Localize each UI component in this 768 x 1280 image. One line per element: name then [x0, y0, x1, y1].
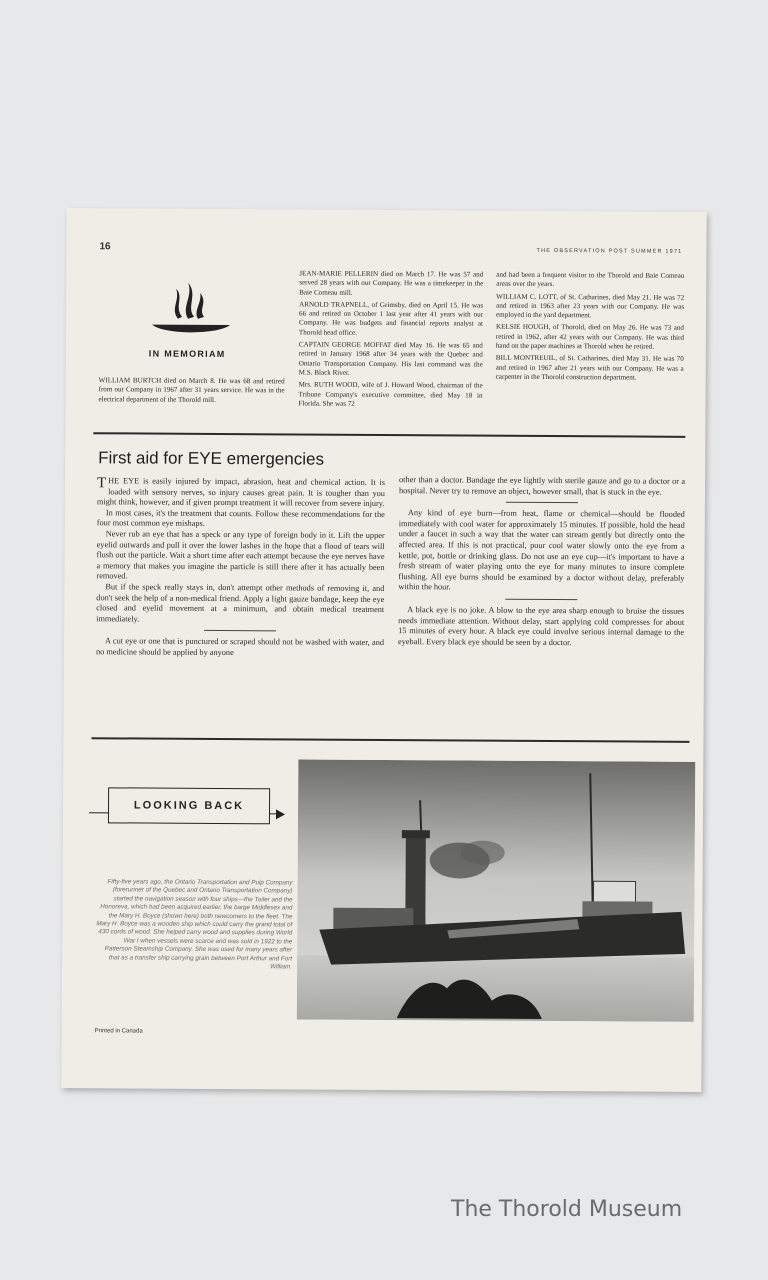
section-divider [91, 737, 689, 742]
article-paragraph: A black eye is no joke. A blow to the eye area sharp enough to bruise the tissues needs immediate attention. Without delay, start applying cold compresses for about 15 minutes of every hour. A black eye could involve serious internal damage to the eyeball. Every black eye should be seen by a doctor. [398, 605, 685, 647]
paragraph-separator [505, 599, 577, 600]
arrow-right-icon [276, 809, 285, 819]
article-paragraph: Any kind of eye burn—from heat, flame or chemical—should be flooded immediately with cool water for approximately 15 minutes. If possible, hold the head under a faucet in such a way that the water can stream gently but directly onto the affected area. If this is not practical, pour cool water slowly onto the eye from a kettle, pot, bottle or drinking glass. Do not use an eye cup—it's important to have a fresh stream of water playing onto the eye for many minutes to insure complete flushing. All eye burns should be examined by a doctor without delay, preferably within the hour. [398, 508, 685, 592]
obituary-entry: Mrs. RUTH WOOD, wife of J. Howard Wood, chairman of the Tribune Company's executive committee, died May 18 in Florida. She was 72 [298, 380, 483, 408]
printed-in-canada: Printed in Canada [94, 1028, 143, 1035]
in-memoriam-title: IN MEMORIAM [148, 348, 226, 360]
article-paragraph: A cut eye or one that is punctured or scraped should not be washed with water, and no medicine should be applied by anyone [95, 636, 385, 657]
article-paragraph: other than a doctor. Bandage the eye lightly with sterile gauze and go to a doctor or a hospital. Never try to remove an object, however small, that is stuck in the eye. [398, 475, 686, 497]
section-divider [93, 432, 685, 437]
drop-cap: T [96, 475, 107, 492]
memorial-lamp-icon [148, 281, 234, 340]
article-paragraph: But if the speck really stays in, don't attempt other methods of removing it, and don't seek the help of a non-medical friend. Apply a light gauze bandage, keep the eye closed and eyelid movement at a minimum, and obtain medical treatment immediately. [96, 582, 385, 624]
obituary-entry: and had been a frequent visitor to the Thorold and Baie Comeau areas over the years. [496, 270, 685, 289]
article-paragraph: Never rub an eye that has a speck or any type of foreign body in it. Lift the upper eyelid outwards and pull it over the lower lashes in the hope that a flood of tears will flush out the particle. Wait a short time after each attempt because the eye nerves have a memory that makes you imagine the particle is still there after it has actually been removed. [96, 529, 385, 581]
article-headline: First aid for EYE emergencies [98, 448, 325, 469]
paragraph-separator [204, 630, 276, 631]
article-paragraph: In most cases, it's the treatment that counts. Follow these recommendations for the four most common eye mishaps. [96, 508, 385, 529]
obituary-entry: JEAN-MARIE PELLERIN died on March 17. He was 57 and served 28 years with our Company. He was a timekeeper in the Baie Comeau mill. [299, 269, 484, 297]
article-paragraph: THE EYE is easily injured by impact, abrasion, heat and chemical action. It is loaded with sensory nerves, so injury causes great pain. It is tougher than you might think, however, and if given prompt treatment it will recover from severe injury. [96, 475, 386, 509]
ship-photograph [297, 759, 696, 1021]
looking-back-title: LOOKING BACK [133, 799, 245, 813]
page-number: 16 [99, 241, 111, 253]
obituary-entry: KELSIE HOUGH, of Thorold, died on May 26. He was 73 and retired in 1962, after 42 years with our Company. He was third hand on the paper machines at Thorold when he retired. [495, 323, 684, 351]
obituary-entry: WILLIAM C. LOTT, of St. Catharines, died May 21. He was 72 and retired in 1963 after 23 years with our Company. He was employed in the yard department. [496, 292, 685, 320]
obituary-entry: WILLIAM BURTCH died on March 8. He was 68 and retired from our Company in 1967 after 31 years service. He was in the electrical department of the Thorold mill. [98, 376, 285, 404]
obituary-column-2 [298, 269, 483, 412]
obituary-entry: ARNOLD TRAPNELL, of Grimsby, died on April 15. He was 66 and retired on October 1 last year after 41 years with our Company. He was budgets and financial reports analyst at Thorold head office. [298, 300, 484, 337]
photo-caption: Fifty-five years ago, the Ontario Transportation and Pulp Company (forerunner of the Quebec and Ontario Transportation Company) started the navigation season with four ships—the Toiler and the Honoreva, which had been acquired earlier, the barge Middlesex and the Mary H. Boyce (shown here) both newcomers to the fleet. The Mary H. Boyce was a wooden ship which could carry the grand total of 430 cords of wood. She helped carry wood and supplies during World War I when vessels were scarce and was sold in 1922 to the Patterson Steamship Company. She was used for many years after that as a transfer ship carrying grain between Port Arthur and Fort William. [96, 878, 293, 971]
magazine-page [61, 208, 706, 1092]
obituary-column-3 [496, 271, 685, 386]
article-column-1 [96, 476, 385, 659]
paragraph-separator [506, 502, 578, 503]
museum-watermark: The Thorold Museum [451, 1197, 683, 1222]
article-column-2 [398, 475, 685, 649]
obituary-entry: BILL MONTREUIL, of St. Catharines, died May 31. He was 70 and retired in 1967 after 21 years with our Company. He was a carpenter in the Thorold construction department. [495, 354, 684, 382]
running-head: THE OBSERVATION POST SUMMER 1971 [536, 247, 683, 255]
looking-back-box [108, 787, 270, 824]
obituary-entry: CAPTAIN GEORGE MOFFAT died May 16. He was 65 and retired in January 1968 after 34 years with the Quebec and Ontario Transportation Company. His last command was the M.S. Black River. [298, 340, 483, 377]
obituary-column-1 [98, 376, 284, 408]
